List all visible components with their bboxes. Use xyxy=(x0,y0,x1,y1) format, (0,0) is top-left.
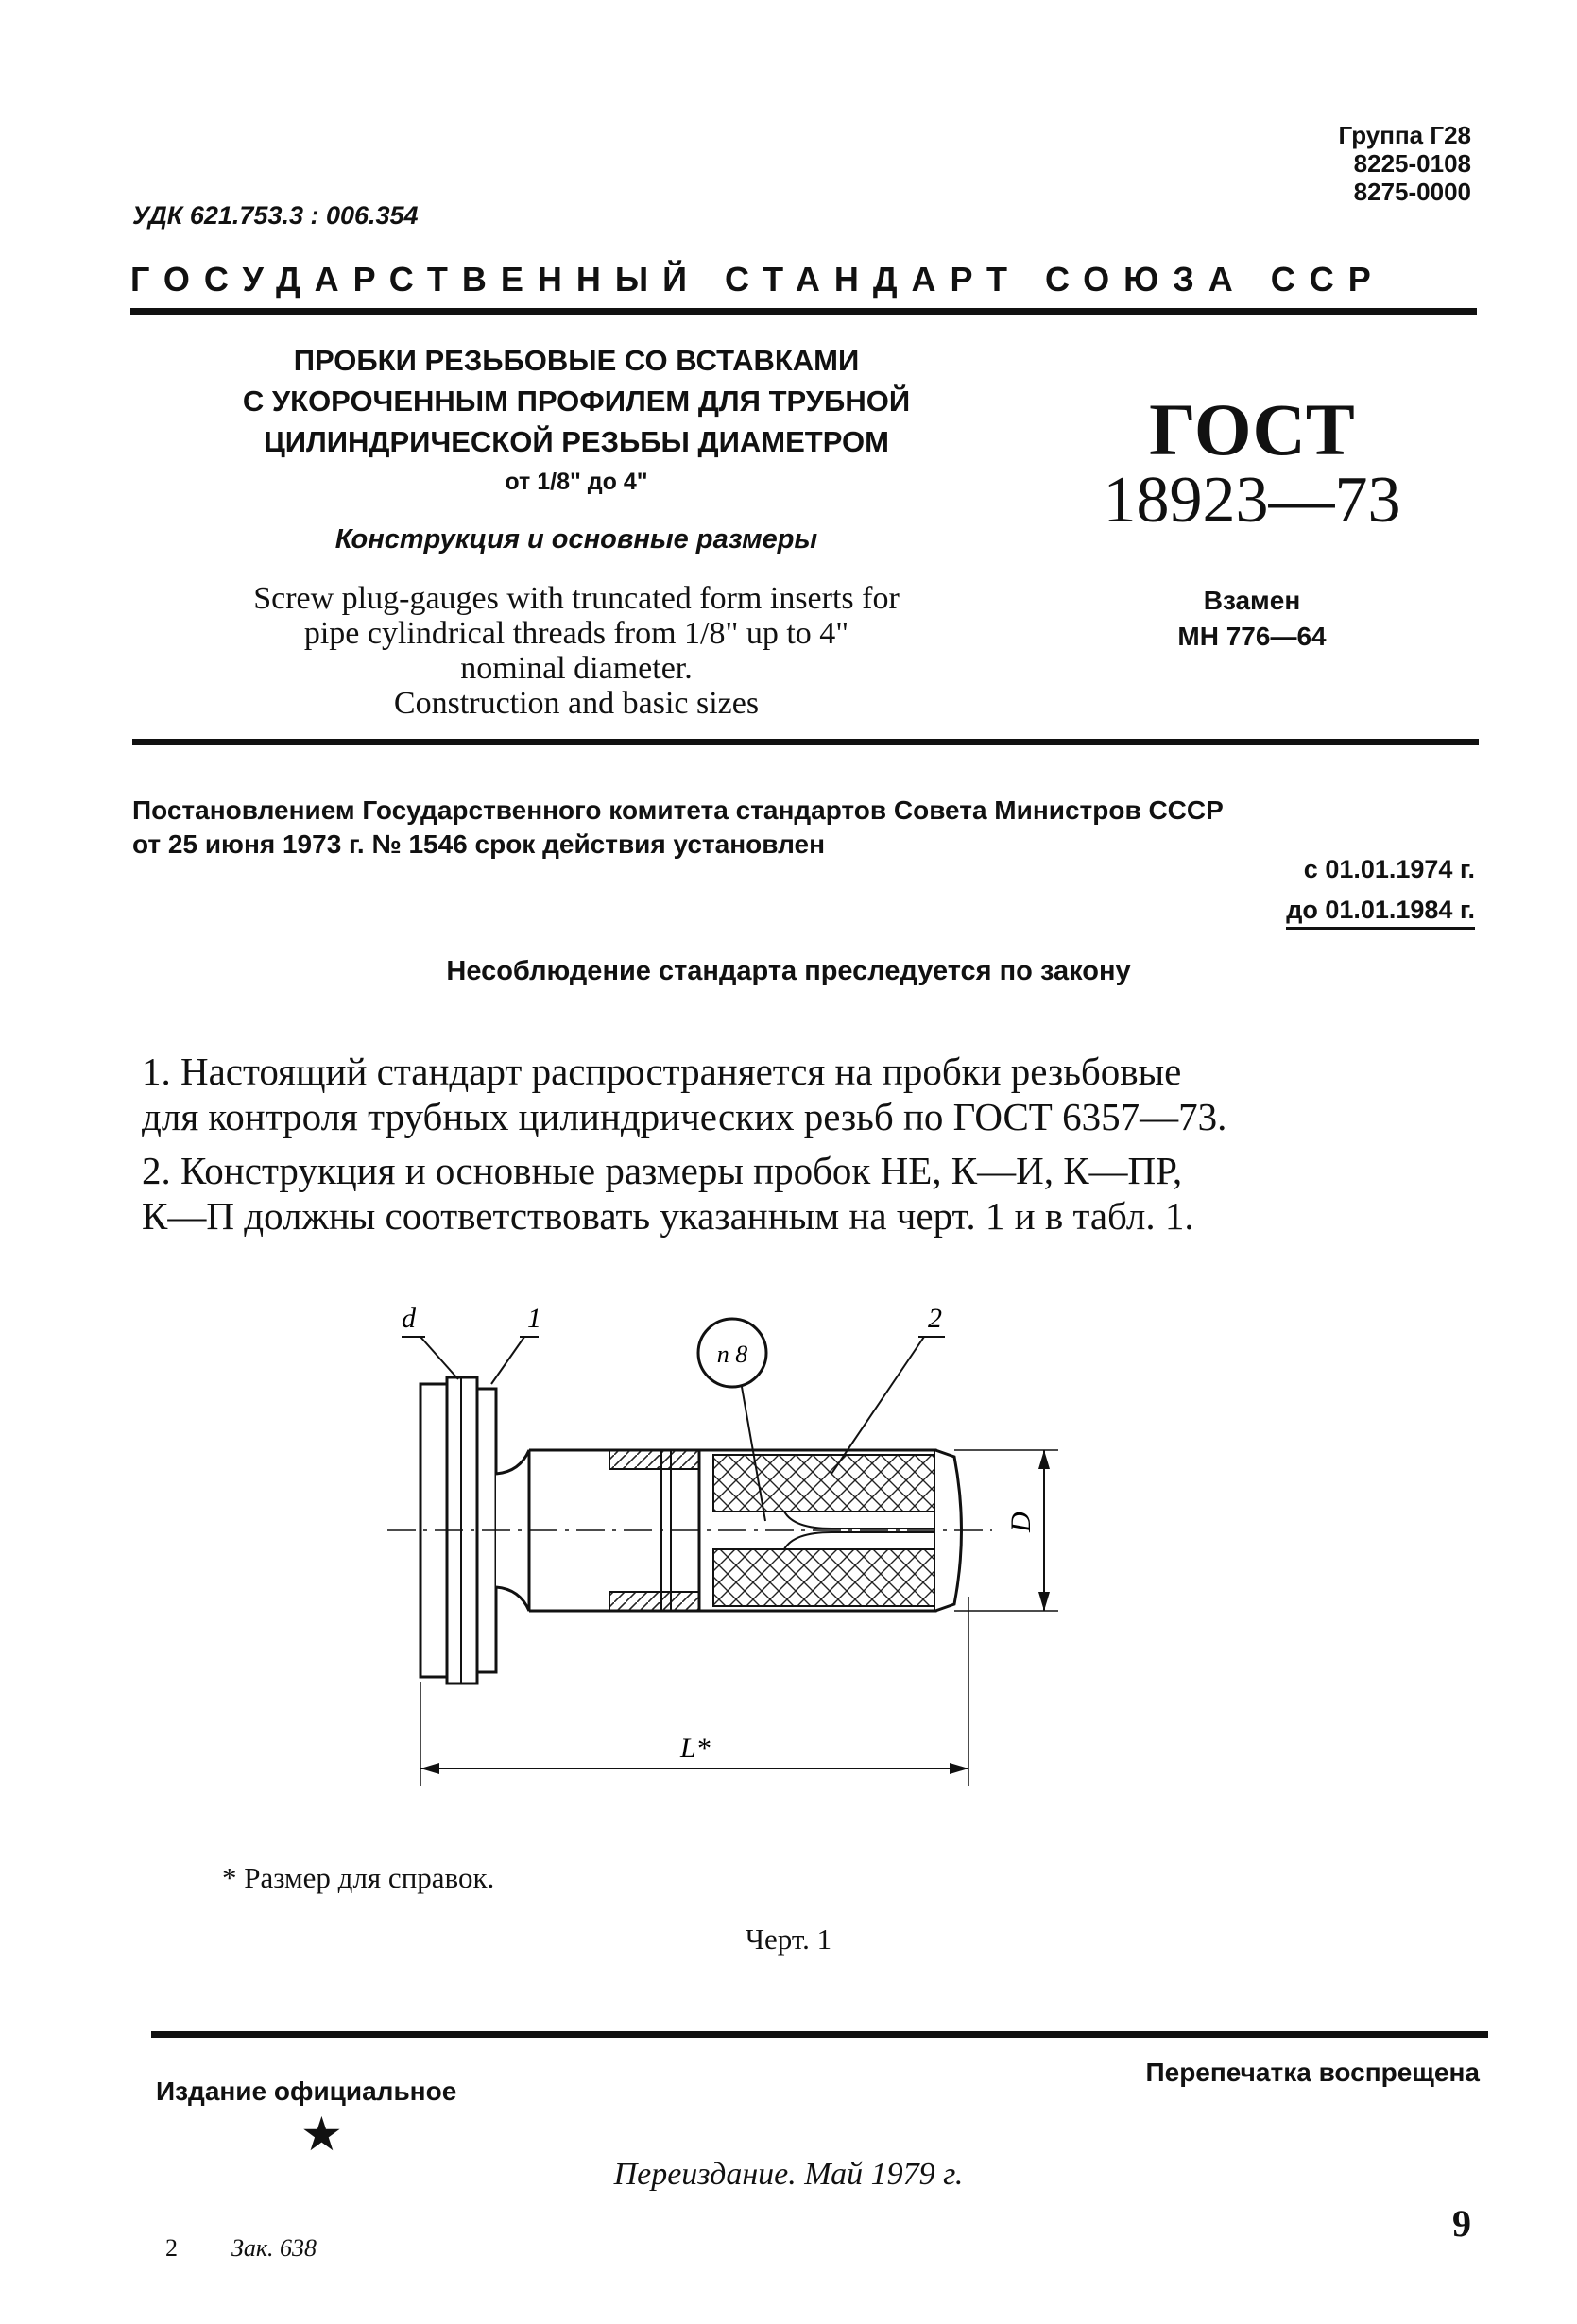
page-number: 9 xyxy=(1452,2202,1471,2245)
divider-top xyxy=(130,308,1477,315)
udk-code: УДК 621.753.3 : 006.354 xyxy=(132,201,419,230)
legal-warning: Несоблюдение стандарта преследуется по закону xyxy=(446,956,1131,986)
title-ru-line: С УКОРОЧЕННЫМ ПРОФИЛЕМ ДЛЯ ТРУБНОЙ xyxy=(242,384,911,418)
paragraph-1 xyxy=(142,1049,1483,1139)
footnote: * Размер для справок. xyxy=(222,1861,495,1894)
paragraph-line: 1. Настоящий стандарт распространяется на пробки резьбовые xyxy=(142,1050,1182,1093)
label-D: D xyxy=(1005,1512,1037,1532)
title-ru-line: от 1/8" до 4" xyxy=(505,469,648,495)
decree-line: Постановлением Государственного комитета стандартов Совета Министров СССР xyxy=(132,795,1224,825)
title-ru-line: ЦИЛИНДРИЧЕСКОЙ РЕЗЬБЫ ДИАМЕТРОМ xyxy=(264,425,889,458)
star-icon: ★ xyxy=(300,2108,343,2161)
order-number: Зак. 638 xyxy=(231,2234,317,2262)
gost-label: ГОСТ xyxy=(1149,388,1355,470)
code-line: 8225-0108 xyxy=(1353,149,1471,178)
sheet-number: 2 xyxy=(165,2234,178,2262)
valid-from: с 01.01.1974 г. xyxy=(1303,855,1475,883)
title-en-line: nominal diameter. xyxy=(460,651,693,686)
divider-bottom xyxy=(151,2031,1488,2038)
paragraph-line: 2. Конструкция и основные размеры пробок НЕ, К—И, К—ПР, xyxy=(142,1149,1183,1192)
plug-gauge-drawing xyxy=(387,1285,1238,1814)
title-en-line: Construction and basic sizes xyxy=(393,686,760,721)
title-en xyxy=(170,581,983,721)
callout-label: п 8 xyxy=(716,1341,748,1368)
title-ru-line: ПРОБКИ РЕЗЬБОВЫЕ СО ВСТАВКАМИ xyxy=(293,344,860,377)
divider-title xyxy=(132,739,1479,745)
reprint-prohibited: Перепечатка воспрещена xyxy=(1145,2058,1480,2087)
reissue-note: Переиздание. Май 1979 г. xyxy=(613,2157,964,2192)
decree-text xyxy=(132,794,1474,862)
group-label: Группа Г28 xyxy=(1338,121,1471,149)
paragraph-line: для контроля трубных цилиндрических резьб по ГОСТ 6357—73. xyxy=(142,1095,1227,1138)
gost-number: 18923—73 xyxy=(1103,464,1401,537)
replaces-value: МН 776—64 xyxy=(1177,622,1327,651)
group-block xyxy=(1339,121,1472,206)
replaces-label: Взамен xyxy=(1203,586,1301,615)
valid-to: до 01.01.1984 г. xyxy=(1286,896,1475,930)
label-d: d xyxy=(402,1303,416,1334)
paragraph-2 xyxy=(142,1148,1483,1239)
leader-1 xyxy=(491,1337,524,1384)
label-2: 2 xyxy=(928,1303,942,1334)
official-edition: Издание официальное xyxy=(156,2076,457,2106)
state-standard-banner: ГОСУДАРСТВЕННЫЙ СТАНДАРТ СОЮЗА ССР xyxy=(130,260,1385,299)
decree-line: от 25 июня 1973 г. № 1546 срок действия установлен xyxy=(132,829,825,859)
label-L: L* xyxy=(680,1733,711,1764)
code-line: 8275-0000 xyxy=(1353,178,1471,206)
title-en-line: Screw plug-gauges with truncated form inserts for xyxy=(253,581,900,616)
paragraph-line: К—П должны соответствовать указанным на черт. 1 и в табл. 1. xyxy=(142,1194,1194,1238)
title-en-line: pipe cylindrical threads from 1/8" up to 4" xyxy=(303,616,849,651)
label-1: 1 xyxy=(527,1303,541,1334)
title-ru xyxy=(170,340,983,503)
subtitle-ru: Конструкция и основные размеры xyxy=(334,524,818,555)
figure-caption: Черт. 1 xyxy=(745,1922,832,1956)
leader-d xyxy=(420,1337,458,1379)
